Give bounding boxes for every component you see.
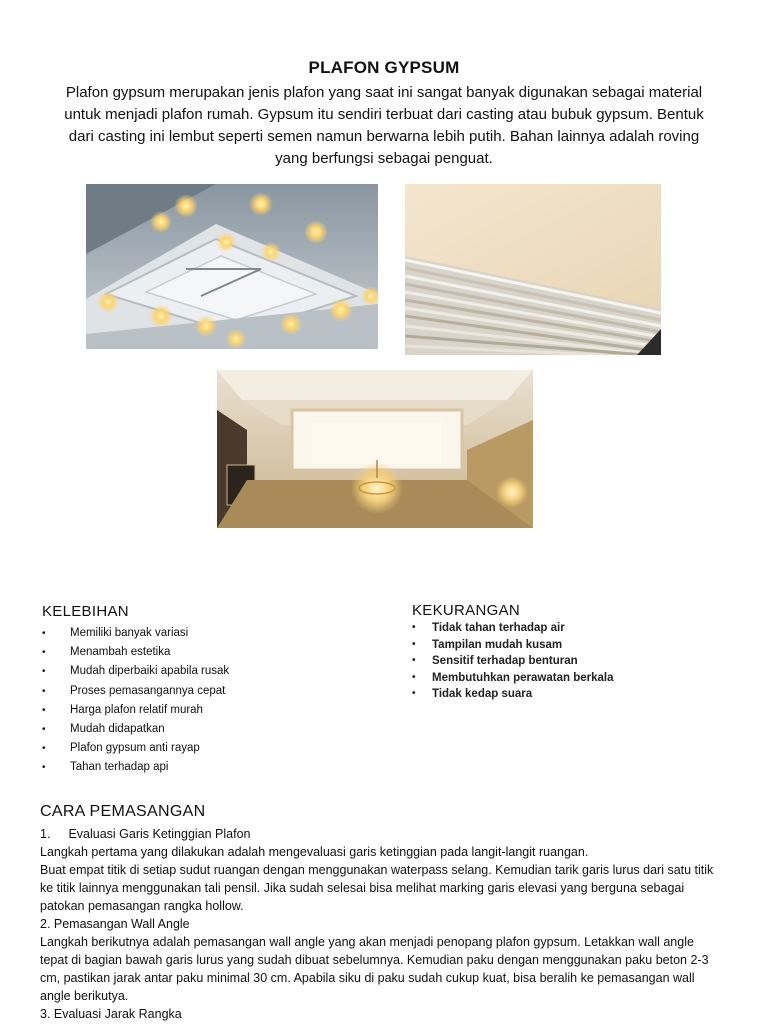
- list-item: • Menambah estetika: [42, 643, 229, 662]
- list-item: • Membutuhkan perawatan berkala: [412, 670, 614, 687]
- list-item: • Harga plafon relatif murah: [42, 701, 229, 720]
- list-item: • Plafon gypsum anti rayap: [42, 739, 229, 758]
- list-item: • Tahan terhadap api: [42, 758, 229, 777]
- page-title: PLAFON GYPSUM: [308, 58, 460, 77]
- gypsum-boards-photo: [405, 184, 661, 355]
- step-1-title: [40, 825, 720, 843]
- intro-paragraph: Plafon gypsum merupakan jenis plafon yang saat ini sangat banyak digunakan sebagai material untuk menjadi plafon rumah. Gypsum itu sendiri terbuat dari casting atau bubuk gypsum. Bentuk dari casting ini lembut seperti semen namun berwarna lebih putih. Bahan lainnya adalah roving yang berfungsi sebagai penguat.: [64, 84, 704, 167]
- step-1-title-text: Evaluasi Garis Ketinggian Plafon: [68, 827, 251, 841]
- cara-pemasangan-heading: CARA PEMASANGAN: [40, 803, 206, 820]
- step-1-paragraph-2: Buat empat titik di setiap sudut ruangan dengan menggunakan waterpass selang. Kemudian tarik garis lurus dari satu titik ke titik lainnya menggunakan tali pensil. Jika sudah selesai bisa melihat marking garis elevasi yang berguna sebagai patokan pemasangan rangka hollow.: [40, 863, 714, 913]
- kekurangan-heading: KEKURANGAN: [412, 602, 521, 619]
- list-item: • Mudah didapatkan: [42, 720, 229, 739]
- step-3-title: 3. Evaluasi Jarak Rangka: [40, 1007, 182, 1021]
- list-item: • Tampilan mudah kusam: [412, 637, 614, 654]
- kelebihan-list: [42, 624, 229, 778]
- ceiling-lights-photo: [86, 184, 378, 349]
- kelebihan-heading: KELEBIHAN: [42, 603, 129, 620]
- step-2-paragraph: Langkah berikutnya adalah pemasangan wall angle yang akan menjadi penopang plafon gypsum. Letakkan wall angle tepat di bagian bawah garis lurus yang sudah dibuat sebelumnya. Kemudian paku dengan menggunakan paku beton 2-3 cm, pastikan jarak antar paku minimal 30 cm. Apabila siku di paku sudah cukup kuat, bisa beralih ke pemasangan wall angle berikutya.: [40, 935, 709, 1003]
- list-item: • Proses pemasangannya cepat: [42, 682, 229, 701]
- chandelier-ceiling-photo: [217, 370, 533, 528]
- step-1-number: 1.: [40, 827, 51, 841]
- list-item: • Sensitif terhadap benturan: [412, 653, 614, 670]
- step-2-title: 2. Pemasangan Wall Angle: [40, 917, 190, 931]
- list-item: • Tidak kedap suara: [412, 686, 614, 703]
- cara-pemasangan-body: [40, 825, 720, 1023]
- list-item: • Tidak tahan terhadap air: [412, 620, 614, 637]
- kekurangan-list: [412, 620, 614, 703]
- list-item: • Memiliki banyak variasi: [42, 624, 229, 643]
- step-1-paragraph-1: Langkah pertama yang dilakukan adalah mengevaluasi garis ketinggian pada langit-langit ruangan.: [40, 845, 589, 859]
- list-item: • Mudah diperbaiki apabila rusak: [42, 662, 229, 681]
